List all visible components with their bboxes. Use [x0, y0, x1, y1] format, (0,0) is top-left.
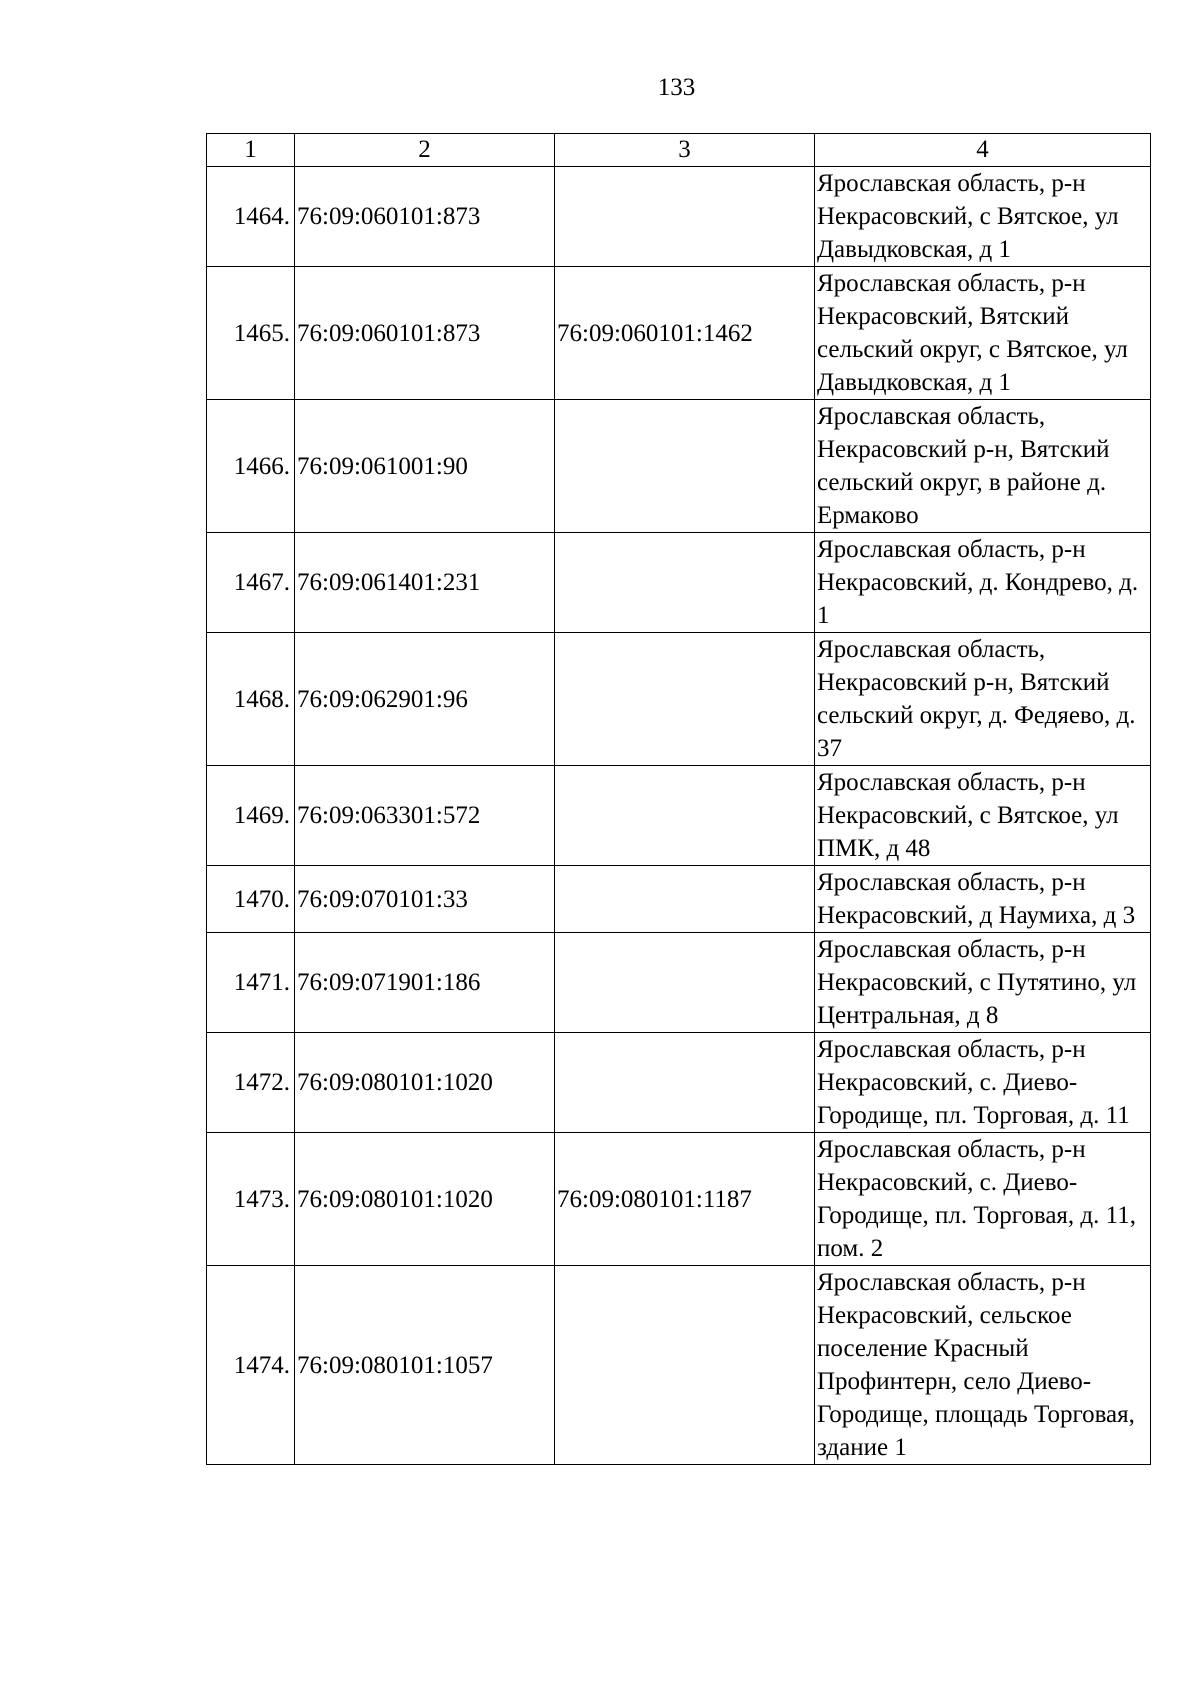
related-cadastral-number — [555, 400, 815, 533]
address-cell: Ярославская область, р-н Некрасовский, с Вятское, ул Давыдковская, д 1 — [815, 167, 1151, 267]
row-number: 1468. — [207, 633, 295, 766]
cadastral-number: 76:09:080101:1057 — [295, 1266, 555, 1465]
row-number: 1465. — [207, 267, 295, 400]
column-header-1: 1 — [207, 134, 295, 167]
row-number: 1474. — [207, 1266, 295, 1465]
table-row — [207, 1266, 1151, 1465]
cadastral-number: 76:09:062901:96 — [295, 633, 555, 766]
related-cadastral-number — [555, 1033, 815, 1133]
row-number: 1466. — [207, 400, 295, 533]
row-number: 1472. — [207, 1033, 295, 1133]
row-number: 1471. — [207, 933, 295, 1033]
row-number: 1467. — [207, 533, 295, 633]
cadastral-number: 76:09:060101:873 — [295, 267, 555, 400]
related-cadastral-number — [555, 1266, 815, 1465]
related-cadastral-number — [555, 933, 815, 1033]
address-cell: Ярославская область, р-н Некрасовский, с Вятское, ул ПМК, д 48 — [815, 766, 1151, 866]
table-row — [207, 533, 1151, 633]
row-number: 1470. — [207, 866, 295, 933]
address-cell: Ярославская область, Некрасовский р-н, Вятский сельский округ, д. Федяево, д. 37 — [815, 633, 1151, 766]
cadastral-number: 76:09:070101:33 — [295, 866, 555, 933]
table-row — [207, 933, 1151, 1033]
table-row — [207, 267, 1151, 400]
page-number: 133 — [657, 74, 696, 101]
table-row — [207, 633, 1151, 766]
related-cadastral-number — [555, 167, 815, 267]
table-row — [207, 1033, 1151, 1133]
column-header-4: 4 — [815, 134, 1151, 167]
related-cadastral-number: 76:09:080101:1187 — [555, 1133, 815, 1266]
table-row — [207, 167, 1151, 267]
cadastral-number: 76:09:080101:1020 — [295, 1133, 555, 1266]
cadastral-number: 76:09:071901:186 — [295, 933, 555, 1033]
address-cell: Ярославская область, р-н Некрасовский, д. Кондрево, д. 1 — [815, 533, 1151, 633]
related-cadastral-number — [555, 766, 815, 866]
column-header-3: 3 — [555, 134, 815, 167]
table-row — [207, 766, 1151, 866]
column-header-2: 2 — [295, 134, 555, 167]
related-cadastral-number — [555, 633, 815, 766]
related-cadastral-number: 76:09:060101:1462 — [555, 267, 815, 400]
data-table — [206, 133, 1151, 1465]
cadastral-number: 76:09:063301:572 — [295, 766, 555, 866]
address-cell: Ярославская область, р-н Некрасовский, д Наумиха, д 3 — [815, 866, 1151, 933]
related-cadastral-number — [555, 533, 815, 633]
table-row — [207, 1133, 1151, 1266]
row-number: 1473. — [207, 1133, 295, 1266]
address-cell: Ярославская область, р-н Некрасовский, с. Диево-Городище, пл. Торговая, д. 11 — [815, 1033, 1151, 1133]
address-cell: Ярославская область, р-н Некрасовский, Вятский сельский округ, с Вятское, ул Давыдковская, д 1 — [815, 267, 1151, 400]
table-header-row — [207, 134, 1151, 167]
cadastral-number: 76:09:061001:90 — [295, 400, 555, 533]
row-number: 1464. — [207, 167, 295, 267]
table-row — [207, 866, 1151, 933]
related-cadastral-number — [555, 866, 815, 933]
address-cell: Ярославская область, р-н Некрасовский, сельское поселение Красный Профинтерн, село Диево-Городище, площадь Торговая, здание 1 — [815, 1266, 1151, 1465]
address-cell: Ярославская область, Некрасовский р-н, Вятский сельский округ, в районе д. Ермаково — [815, 400, 1151, 533]
row-number: 1469. — [207, 766, 295, 866]
cadastral-number: 76:09:061401:231 — [295, 533, 555, 633]
address-cell: Ярославская область, р-н Некрасовский, с Путятино, ул Центральная, д 8 — [815, 933, 1151, 1033]
table-row — [207, 400, 1151, 533]
cadastral-number: 76:09:080101:1020 — [295, 1033, 555, 1133]
cadastral-number: 76:09:060101:873 — [295, 167, 555, 267]
address-cell: Ярославская область, р-н Некрасовский, с. Диево-Городище, пл. Торговая, д. 11, пом. 2 — [815, 1133, 1151, 1266]
